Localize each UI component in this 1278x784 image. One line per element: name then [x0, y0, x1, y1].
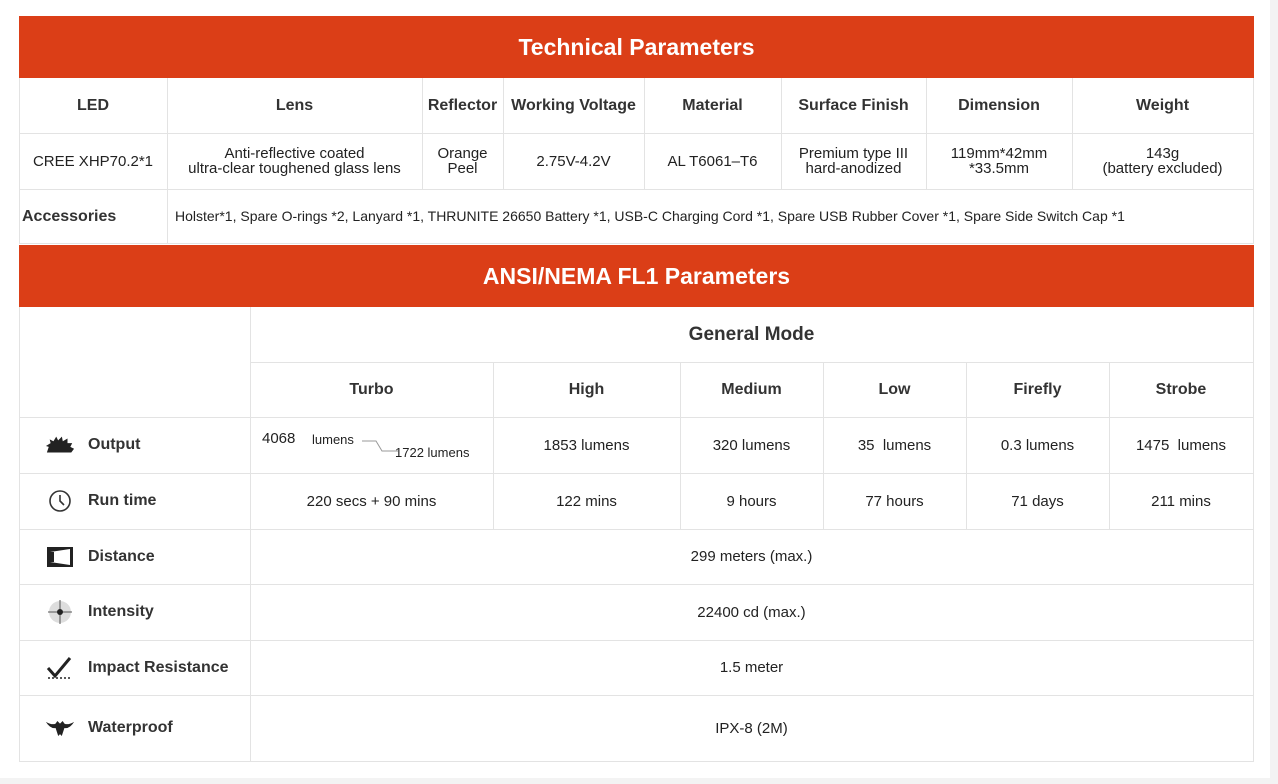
value-lens: Anti-reflective coated ultra-clear toughened glass lens — [188, 145, 401, 177]
header-surface-finish: Surface Finish — [798, 97, 909, 114]
output-firefly: 0.3 lumens — [1000, 436, 1075, 454]
technical-parameters-title: Technical Parameters — [19, 16, 1254, 78]
header-dimension: Dimension — [958, 97, 1040, 114]
runtime-low: 77 hours — [865, 492, 924, 510]
intensity-value: 22400 cd (max.) — [697, 603, 806, 621]
mode-low: Low — [878, 381, 911, 398]
mode-strobe: Strobe — [1155, 381, 1207, 398]
intensity-label: Intensity — [88, 603, 154, 620]
row-label-impact — [19, 640, 250, 695]
output-strobe: 1475 lumens — [1135, 436, 1227, 454]
header-led: LED — [77, 97, 109, 114]
waterproof-label: Waterproof — [88, 719, 173, 736]
turbo-start-value: 4068 — [262, 430, 296, 447]
row-label-runtime — [19, 473, 250, 529]
output-turbo — [250, 417, 493, 473]
value-working-voltage: 2.75V-4.2V — [536, 152, 611, 170]
runtime-strobe: 211 mins — [1151, 492, 1211, 510]
turbo-end-value: 1722 lumens — [395, 445, 470, 460]
runtime-high: 122 mins — [556, 492, 617, 510]
general-mode-title: General Mode — [688, 324, 815, 345]
impact-resistance-label: Impact Resistance — [88, 658, 229, 676]
value-led: CREE XHP70.2*1 — [32, 152, 154, 170]
mode-medium: Medium — [721, 381, 782, 398]
runtime-medium: 9 hours — [726, 492, 777, 510]
row-label-waterproof — [19, 695, 250, 761]
waterproof-value: IPX-8 (2M) — [715, 719, 788, 737]
beam-icon — [45, 544, 75, 570]
ansi-parameters-title: ANSI/NEMA FL1 Parameters — [19, 245, 1254, 307]
distance-label: Distance — [88, 547, 155, 565]
value-reflector: Orange Peel — [437, 145, 488, 177]
checkmark-icon — [45, 655, 75, 681]
mode-high: High — [568, 381, 605, 398]
header-weight: Weight — [1135, 97, 1190, 114]
turbo-start-unit: lumens — [312, 432, 354, 447]
header-reflector: Reflector — [427, 97, 498, 114]
gear-icon — [45, 432, 75, 458]
output-label: Output — [88, 436, 141, 453]
impact-resistance-value: 1.5 meter — [719, 659, 784, 676]
output-medium: 320 lumens — [712, 436, 791, 454]
crosshair-icon — [45, 599, 75, 625]
accessories-label: Accessories — [22, 207, 117, 225]
header-lens: Lens — [275, 97, 314, 114]
distance-value: 299 meters (max.) — [690, 548, 813, 565]
runtime-turbo: 220 secs + 90 mins — [306, 492, 437, 510]
value-material: AL T6061–T6 — [667, 152, 758, 170]
row-label-distance — [19, 529, 250, 584]
mode-turbo: Turbo — [349, 381, 394, 398]
output-high: 1853 lumens — [543, 436, 630, 454]
value-surface-finish: Premium type III hard-anodized — [798, 145, 909, 177]
value-dimension: 119mm*42mm *33.5mm — [950, 145, 1048, 177]
mode-firefly: Firefly — [1013, 381, 1062, 398]
runtime-label: Run time — [88, 492, 157, 509]
clock-icon — [45, 488, 75, 514]
value-weight: 143g (battery excluded) — [1102, 145, 1223, 177]
header-working-voltage: Working Voltage — [511, 97, 636, 114]
decay-connector-line — [362, 439, 398, 453]
accessories-list: Holster*1, Spare O-rings *2, Lanyard *1, THRUNITE 26650 Battery *1, USB-C Charging Cord *1, Spare USB Rubber Cover *1, Spare Side Switch Cap *1 — [175, 207, 1125, 224]
output-low: 35 lumens — [857, 436, 932, 454]
bat-icon — [45, 715, 75, 741]
row-label-output — [19, 417, 250, 473]
runtime-firefly: 71 days — [1011, 492, 1064, 510]
row-label-intensity — [19, 584, 250, 640]
header-material: Material — [682, 97, 743, 114]
